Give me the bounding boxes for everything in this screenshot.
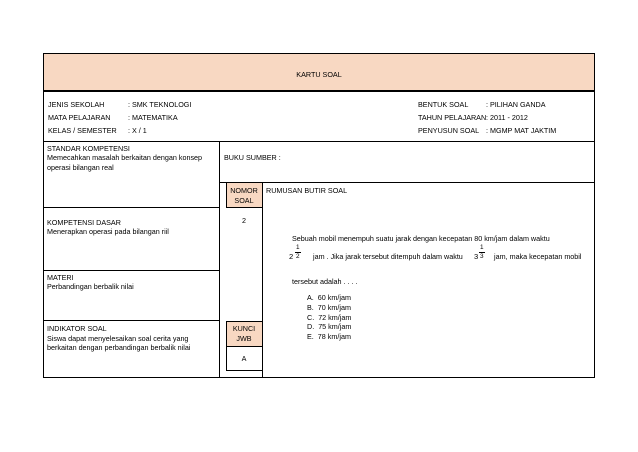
option-c-text: 72 km/jam [318,313,352,322]
header-value-mata-pelajaran: : MATEMATIKA [128,113,178,122]
header-value-bentuk-soal: : PILIHAN GANDA [486,100,546,109]
kunci-box-bottom [226,370,262,371]
question-fraction-1-numerator: 1 [296,244,300,251]
nomor-soal-label-line2: SOAL [234,196,254,205]
option-c-letter: C. [307,313,315,322]
option-d [307,322,351,331]
materi-line1: Perbandingan berbalik nilai [47,282,134,291]
kompetensi-dasar-line1: Menerapkan operasi pada bilangan riil [47,227,169,236]
left-divider-3 [43,320,219,321]
option-e [307,332,351,341]
nomor-box-bottom [226,207,262,208]
border-bottom [43,377,595,378]
kompetensi-dasar-heading: KOMPETENSI DASAR [47,218,121,227]
card-title: KARTU SOAL [296,70,342,79]
question-mixed-number-1-whole: 2 [289,252,294,261]
option-a-letter: A. [307,293,314,302]
left-divider-1 [43,207,219,208]
header-label-tahun-pelajaran: TAHUN PELAJARAN [418,113,487,122]
rumusan-butir-soal-heading: RUMUSAN BUTIR SOAL [266,186,348,195]
question-end-text: jam, maka kecepatan mobil [494,252,582,261]
left-divider-2 [43,270,219,271]
question-fraction-2-denominator: 3 [480,253,484,260]
question-line1: Sebuah mobil menempuh suatu jarak dengan kecepatan 80 km/jam dalam waktu [292,234,550,243]
nomor-soal-label-line1: NOMOR [230,186,258,195]
standar-kompetensi-line1: Memecahkan masalah berkaitan dengan konsep [47,153,203,162]
option-a [307,293,351,302]
kunci-box-mid [226,346,262,347]
option-b [307,303,351,312]
question-line3: tersebut adalah . . . . [292,277,358,286]
option-d-letter: D. [307,322,315,331]
option-d-text: 75 km/jam [318,322,352,331]
question-mixed-number-2-whole: 3 [474,252,479,261]
header-value-kelas-semester: : X / 1 [128,126,147,135]
border-top [43,53,595,54]
buku-sumber-divider [219,182,595,183]
center-column-right [262,183,263,378]
header-divider [43,141,595,142]
buku-sumber-label: BUKU SUMBER : [224,153,281,162]
header-label-kelas-semester: KELAS / SEMESTER [48,126,117,135]
option-b-text: 70 km/jam [317,303,351,312]
kunci-box-top [226,321,262,322]
question-fraction-1-denominator: 2 [296,253,300,260]
header-label-mata-pelajaran: MATA PELAJARAN [48,113,111,122]
nomor-soal-value: 2 [242,216,246,225]
option-e-letter: E. [307,332,314,341]
border-right [594,53,595,378]
header-label-bentuk-soal: BENTUK SOAL [418,100,469,109]
indikator-soal-line2: berkaitan dengan perbandingan berbalik nilai [47,343,191,352]
standar-kompetensi-heading: STANDAR KOMPETENSI [47,144,130,153]
standar-kompetensi-line2: operasi bilangan real [47,163,114,172]
left-column-divider [219,142,220,378]
option-b-letter: B. [307,303,314,312]
indikator-soal-line1: Siswa dapat menyelesaikan soal cerita yang [47,334,189,343]
title-divider [43,90,595,92]
question-mid-text: jam . Jika jarak tersebut ditempuh dalam waktu [313,252,463,261]
header-value-penyusun-soal: : MGMP MAT JAKTIM [486,126,557,135]
kunci-jawaban-value: A [241,354,247,363]
option-c [307,313,351,322]
kunci-jawaban-label-line1: KUNCI [232,324,256,333]
border-left [43,53,44,378]
indikator-soal-heading: INDIKATOR SOAL [47,324,107,333]
header-label-penyusun-soal: PENYUSUN SOAL [418,126,480,135]
question-fraction-2 [479,244,485,261]
question-fraction-2-numerator: 1 [480,244,484,251]
materi-heading: MATERI [47,273,74,282]
kunci-jawaban-label-line2: JWB [236,334,252,343]
option-e-text: 78 km/jam [317,332,351,341]
card-title-band [43,53,595,90]
option-a-text: 60 km/jam [317,293,351,302]
header-value-jenis-sekolah: : SMK TEKNOLOGI [128,100,192,109]
header-label-jenis-sekolah: JENIS SEKOLAH [48,100,105,109]
question-fraction-1 [295,244,301,261]
header-value-tahun-pelajaran: : 2011 - 2012 [486,113,528,122]
